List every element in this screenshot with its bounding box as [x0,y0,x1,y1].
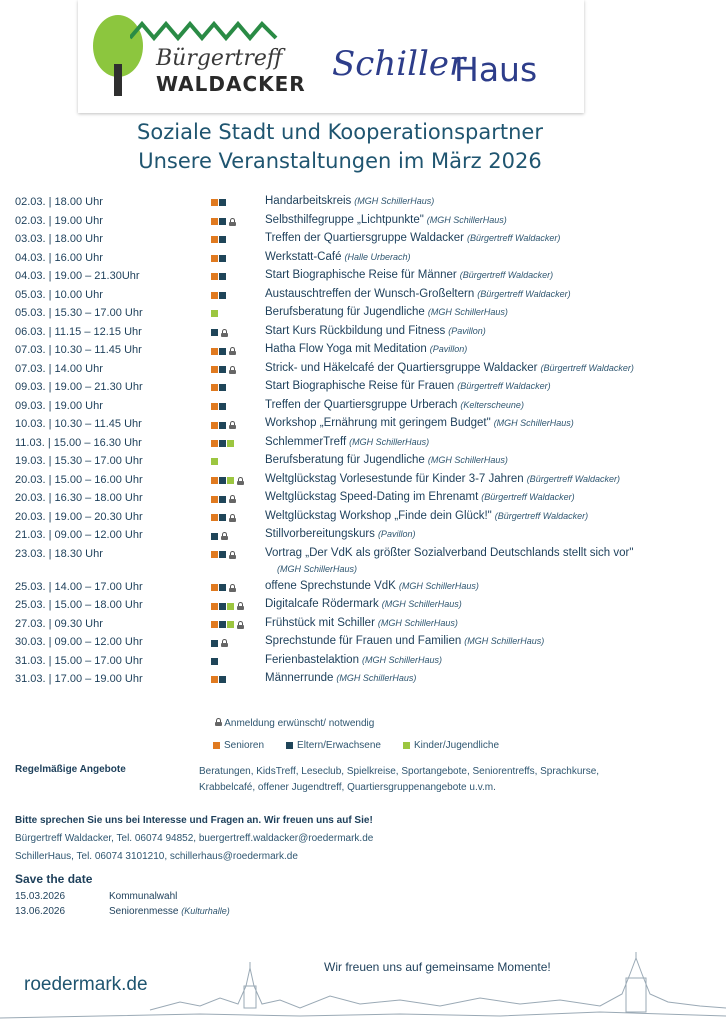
event-date: 07.03. | 14.00 Uhr [15,362,103,375]
save-date: 15.03.2026 [15,891,66,902]
audience-markers [211,514,236,522]
event-row [15,268,715,287]
roof-icon [130,18,280,44]
event-name [265,380,551,392]
lock-icon [229,347,236,355]
event-row [15,398,715,417]
event-date: 31.03. | 15.00 – 17.00 Uhr [15,654,143,667]
lock-icon [237,477,244,485]
seniors-marker-icon [211,366,218,373]
event-title: Start Biographische Reise für Männer [265,269,457,281]
event-row [15,305,715,324]
event-location: (MGH SchillerHaus) [427,307,508,317]
event-date: 05.03. | 10.00 Uhr [15,288,103,301]
seniors-marker-icon [211,273,218,280]
audience-markers [211,199,226,206]
event-date: 30.03. | 09.00 – 12.00 Uhr [15,636,143,648]
adults-marker-icon [219,676,226,683]
legend-lock-text: Anmeldung erwünscht/ notwendig [224,718,375,729]
event-date: 04.03. | 19.00 – 21.30Uhr [15,270,140,282]
event-name [265,343,467,355]
header-logos [78,0,584,113]
legend-adults-label: Eltern/Erwachsene [297,740,381,751]
regular-offers-label: Regelmäßige Angebote [15,764,126,775]
lock-icon [221,532,228,540]
seniors-marker-icon [211,218,218,225]
legend-seniors-label: Senioren [224,740,265,751]
adults-marker-icon [219,292,226,299]
event-title: Digitalcafe Rödermark [265,598,379,610]
event-date: 05.03. | 15.30 – 17.00 Uhr [15,307,143,319]
audience-markers [211,639,228,647]
event-location: (Bürgertreff Waldacker) [481,492,575,502]
event-name [265,195,434,207]
seniors-marker-icon [211,403,218,410]
save-label: Kommunalwahl [109,891,178,902]
footer-url-link[interactable]: roedermark.de [24,974,148,995]
event-date: 23.03. | 18.30 Uhr [15,547,103,560]
event-title: Weltglückstag Workshop „Finde dein Glück!" [265,509,492,522]
adults-marker-icon [219,440,226,447]
schillerhaus-logo [332,44,582,94]
logo-text-buergertreff: Bürgertreff [156,46,283,71]
event-date: 19.03. | 15.30 – 17.00 Uhr [15,455,143,467]
seniors-marker-icon [213,742,220,749]
event-name [265,288,571,300]
audience-markers [211,532,228,540]
lock-icon [237,602,244,610]
event-title: Selbsthilfegruppe „Lichtpunkte" [265,213,424,226]
event-date: 10.03. | 10.30 – 11.45 Uhr [15,418,142,430]
event-date: 09.03. | 19.00 Uhr [15,399,103,412]
event-date: 09.03. | 19.00 – 21.30 Uhr [15,381,143,393]
adults-marker-icon [219,403,226,410]
audience-markers [211,273,226,280]
event-name [265,580,479,592]
adults-marker-icon [219,218,226,225]
logo-text-haus: Haus [454,50,538,89]
kids-marker-icon [227,603,234,610]
event-name [265,510,588,522]
audience-markers [211,218,236,226]
adults-marker-icon [211,329,218,336]
legend-kids-label: Kinder/Jugendliche [413,740,500,751]
event-location: (MGH SchillerHaus) [361,654,442,665]
seniors-marker-icon [211,292,218,299]
event-row [15,342,715,361]
event-name [265,491,575,503]
event-row [15,361,715,380]
event-location: (MGH SchillerHaus) [381,599,462,609]
seniors-marker-icon [211,236,218,243]
event-title: Frühstück mit Schiller [265,616,375,629]
event-date: 06.03. | 11.15 – 12.15 Uhr [15,325,142,338]
audience-markers [211,551,236,559]
event-row [15,527,715,546]
event-location: (MGH SchillerHaus) [277,563,358,574]
adults-marker-icon [219,384,226,391]
event-location: (Pavillon) [377,529,416,539]
event-location: (MGH SchillerHaus) [354,196,435,206]
legend-seniors [213,740,264,751]
event-name [265,417,574,429]
event-name [265,654,442,666]
event-location: (Bürgertreff Waldacker) [526,473,621,484]
event-name [265,473,620,485]
event-title: Austauschtreffen der Wunsch-Großeltern [265,287,475,300]
legend-lock [213,718,374,729]
adults-marker-icon [211,640,218,647]
adults-marker-icon [211,658,218,665]
kids-marker-icon [227,477,234,484]
audience-markers [211,621,244,629]
event-name [265,547,633,559]
event-row [15,324,715,343]
event-name [265,399,524,411]
event-title: Treffen der Quartiersgruppe Urberach [265,398,458,411]
event-location: (Bürgertreff Waldacker) [477,288,571,299]
event-title: Weltglückstag Vorlesestunde für Kinder 3-7 Jahren [265,472,524,485]
save-date: 13.06.2026 [15,906,66,917]
kids-marker-icon [227,440,234,447]
event-location: (Pavillon) [429,344,468,354]
event-date: 07.03. | 10.30 – 11.45 Uhr [15,344,142,356]
event-title: Männerrunde [265,672,334,684]
lock-icon [237,621,244,629]
seniors-marker-icon [211,603,218,610]
event-title: Ferienbastelaktion [265,653,359,666]
lock-icon [229,495,236,503]
adults-marker-icon [219,236,226,243]
contact-ask: Bitte sprechen Sie uns bei Interesse und Fragen an. Wir freuen uns auf Sie! [15,815,373,826]
lock-icon [221,329,228,337]
lock-icon [229,366,236,374]
event-row [15,416,715,435]
adults-marker-icon [219,348,226,355]
event-title: Stillvorbereitungskurs [265,528,375,540]
event-name [265,306,508,318]
event-date: 27.03. | 09.30 Uhr [15,617,103,630]
audience-markers [211,602,244,610]
event-row [15,490,715,509]
event-name [265,598,462,610]
event-row [15,653,715,672]
event-title: SchlemmerTreff [265,435,347,448]
event-location: (MGH SchillerHaus) [377,617,458,628]
event-name [265,362,634,374]
event-row [15,472,715,491]
adults-marker-icon [219,514,226,521]
event-title: Werkstatt-Café [265,250,342,263]
event-title: Handarbeitskreis [265,195,352,207]
kids-marker-icon [211,310,218,317]
event-name [265,454,508,466]
kids-marker-icon [403,742,410,749]
event-title: Berufsberatung für Jugendliche [265,306,425,318]
lock-icon [229,421,236,429]
seniors-marker-icon [211,676,218,683]
adults-marker-icon [211,533,218,540]
adults-marker-icon [286,742,293,749]
event-title: Start Biographische Reise für Frauen [265,380,455,392]
contact-info [15,812,373,866]
event-date: 02.03. | 18.00 Uhr [15,196,103,208]
event-title: Vortrag „Der VdK als größter Sozialverband Deutschlands stellt sich vor" [265,546,634,559]
adults-marker-icon [219,273,226,280]
event-title: Sprechstunde für Frauen und Familien [265,635,462,647]
adults-marker-icon [219,422,226,429]
event-date: 20.03. | 19.00 – 20.30 Uhr [15,510,143,523]
event-name [265,269,553,281]
event-list [15,194,715,690]
event-row [15,194,715,213]
seniors-marker-icon [211,551,218,558]
audience-markers [211,236,226,243]
event-row [15,509,715,528]
save-label: Seniorenmesse [109,906,179,917]
event-date: 21.03. | 09.00 – 12.00 Uhr [15,529,143,541]
event-title: Hatha Flow Yoga mit Meditation [265,343,427,355]
event-name [265,214,507,226]
seniors-marker-icon [211,422,218,429]
legend-kids [403,740,499,751]
event-title: Strick- und Häkelcafé der Quartiersgruppe Waldacker [265,361,538,374]
audience-markers [211,584,236,592]
seniors-marker-icon [211,199,218,206]
contact-schillerhaus: SchillerHaus, Tel. 06074 3101210, schillerhaus@roedermark.de [15,851,298,862]
event-row [15,231,715,250]
event-location: (Bürgertreff Waldacker) [467,233,561,243]
save-the-date-list [15,890,230,919]
event-row [15,616,715,635]
event-location: (Kelterscheune) [460,399,524,410]
adults-marker-icon [219,255,226,262]
footer-message: Wir freuen uns auf gemeinsame Momente! [324,960,551,974]
audience-markers [211,440,234,447]
audience-markers [211,329,228,337]
event-name [265,635,544,647]
lock-icon [229,218,236,226]
audience-markers [211,676,226,683]
event-location: (MGH SchillerHaus) [464,636,545,646]
event-title: offene Sprechstunde VdK [265,579,396,592]
seniors-marker-icon [211,384,218,391]
seniors-marker-icon [211,440,218,447]
regular-offers-text: Beratungen, KidsTreff, Leseclub, Spielkreise, Sportangebote, Seniorentreffs, Sprachkurse, Krabbelcafé, offener Jugendtreff, Quartiersgruppenangebote u.v.m. [199,766,600,793]
legend-adults [286,740,381,751]
event-date: 20.03. | 16.30 – 18.00 Uhr [15,492,143,504]
event-row [15,379,715,398]
event-name [265,617,458,629]
audience-markers [211,347,236,355]
adults-marker-icon [219,199,226,206]
seniors-marker-icon [211,584,218,591]
audience-markers [211,658,218,665]
logo-text-waldacker: WALDACKER [156,72,306,96]
audience-markers [211,477,244,485]
event-date: 11.03. | 15.00 – 16.30 Uhr [15,436,142,449]
event-date: 03.03. | 18.00 Uhr [15,233,103,245]
event-date: 31.03. | 17.00 – 19.00 Uhr [15,673,143,685]
lock-icon [229,551,236,559]
event-location: (MGH SchillerHaus) [493,418,574,428]
seniors-marker-icon [211,621,218,628]
audience-markers [211,366,236,374]
event-title: Berufsberatung für Jugendliche [265,454,425,466]
event-name [265,436,429,448]
seniors-marker-icon [211,477,218,484]
save-location: (Kulturhalle) [181,906,230,916]
kids-marker-icon [211,458,218,465]
adults-marker-icon [219,584,226,591]
audience-markers [211,495,236,503]
event-location: (MGH SchillerHaus) [398,580,479,591]
event-location: (MGH SchillerHaus) [336,673,417,683]
event-row [15,287,715,306]
event-location: (Bürgertreff Waldacker) [459,270,554,280]
event-row [15,634,715,653]
save-date-item [15,904,230,919]
kids-marker-icon [227,621,234,628]
lock-icon [229,514,236,522]
event-row [15,435,715,454]
event-name [265,672,416,684]
adults-marker-icon [219,366,226,373]
event-row [15,579,715,598]
event-date: 04.03. | 16.00 Uhr [15,251,103,264]
event-location: (MGH SchillerHaus) [427,455,508,465]
event-title: Weltglückstag Speed-Dating im Ehrenamt [265,491,479,503]
event-location: (Halle Urberach) [344,251,411,262]
seniors-marker-icon [211,496,218,503]
audience-markers [211,384,226,391]
adults-marker-icon [219,603,226,610]
event-title: Workshop „Ernährung mit geringem Budget" [265,417,491,429]
adults-marker-icon [219,496,226,503]
event-name [265,528,415,540]
audience-markers [211,292,226,299]
lock-icon [229,584,236,592]
audience-markers [211,403,226,410]
page-subtitle: Unsere Veranstaltungen im März 2026 [138,149,542,173]
event-location: (MGH SchillerHaus) [349,436,430,447]
event-location: (Bürgertreff Waldacker) [540,362,634,373]
buergertreff-logo [90,8,306,100]
event-row [15,453,715,472]
audience-markers [211,255,226,262]
audience-markers [211,310,218,317]
contact-buergertreff: Bürgertreff Waldacker, Tel. 06074 94852, buergertreff.waldacker@roedermark.de [15,833,374,844]
page-title: Soziale Stadt und Kooperationspartner [137,120,543,144]
event-date: 25.03. | 15.00 – 18.00 Uhr [15,599,143,611]
event-title: Treffen der Quartiersgruppe Waldacker [265,232,464,244]
event-date: 02.03. | 19.00 Uhr [15,214,103,227]
event-date: 25.03. | 14.00 – 17.00 Uhr [15,580,143,593]
event-location: (Pavillon) [448,325,486,336]
event-row [15,213,715,232]
adults-marker-icon [219,477,226,484]
event-location: (MGH SchillerHaus) [426,214,507,225]
seniors-marker-icon [211,255,218,262]
event-title: Start Kurs Rückbildung und Fitness [265,324,446,337]
seniors-marker-icon [211,348,218,355]
adults-marker-icon [219,551,226,558]
save-the-date-title: Save the date [15,872,93,886]
event-name [265,232,560,244]
adults-marker-icon [219,621,226,628]
event-name [265,251,411,263]
lock-icon [215,718,222,726]
event-row [15,546,715,579]
audience-markers [211,458,218,465]
event-location: (Bürgertreff Waldacker) [457,381,551,391]
lock-icon [221,639,228,647]
event-location: (Bürgertreff Waldacker) [494,510,589,521]
audience-markers [211,421,236,429]
seniors-marker-icon [211,514,218,521]
event-row [15,597,715,616]
event-row [15,671,715,690]
event-date: 20.03. | 15.00 – 16.00 Uhr [15,473,143,486]
event-row [15,250,715,269]
logo-text-schiller: Schiller [332,44,466,84]
event-name [265,325,486,337]
save-date-item [15,890,230,904]
